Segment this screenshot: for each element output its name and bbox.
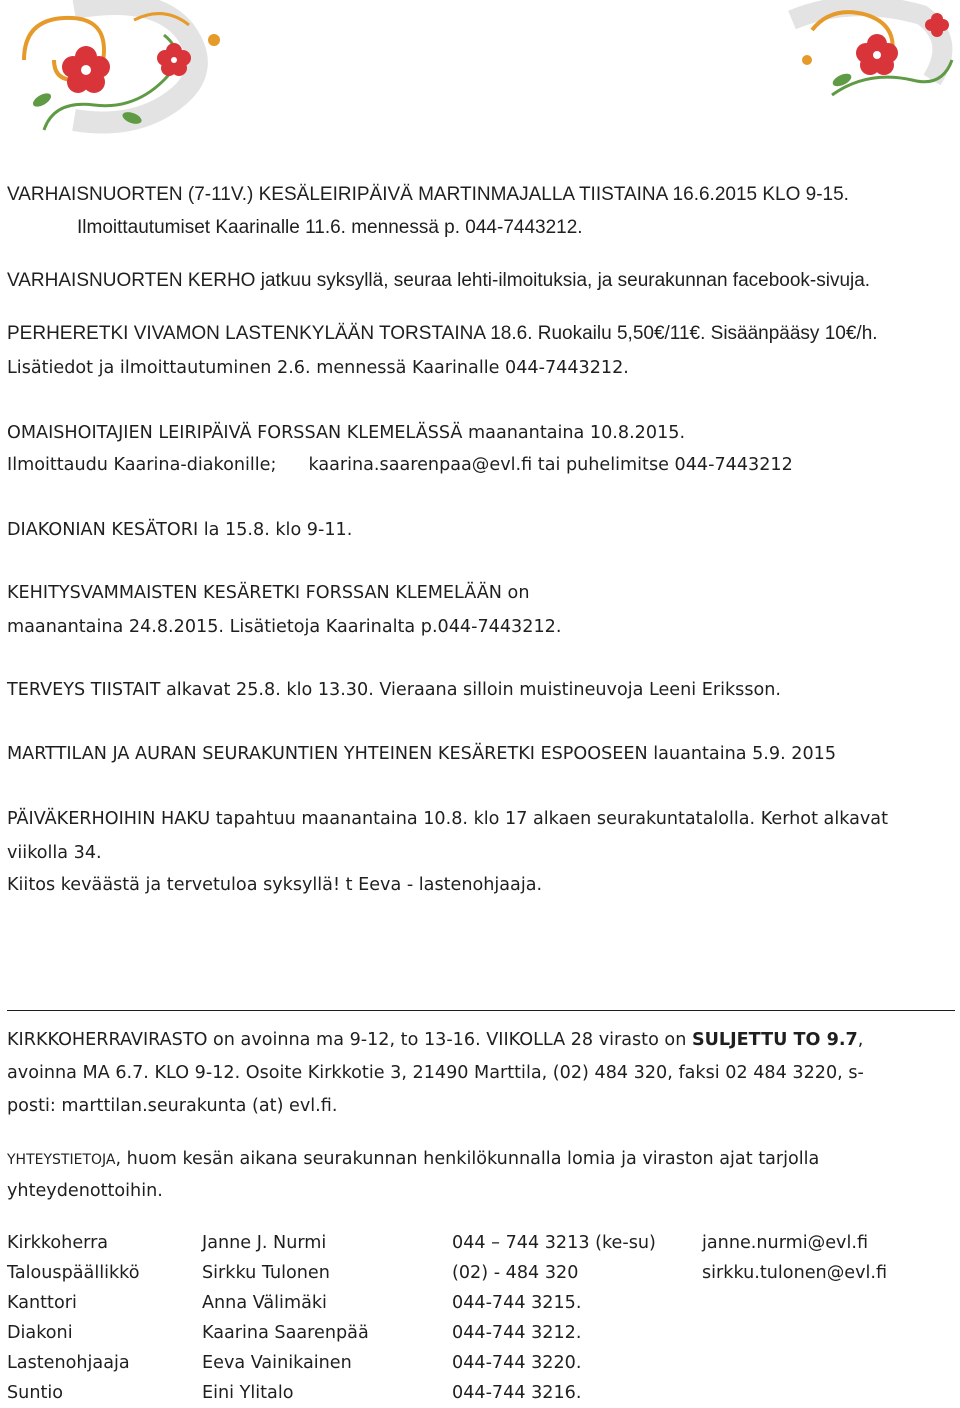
announcement-youth-club: VARHAISNUORTEN KERHO jatkuu syksyllä, seuraa lehti-ilmoituksia, ja seurakunnan facebook-sivuja. (7, 270, 871, 291)
office-hours-comma: , (857, 1030, 864, 1050)
table-row (7, 1288, 952, 1318)
contact-name: Anna Välimäki (202, 1293, 327, 1313)
announcement-caregivers-camp: OMAISHOITAJIEN LEIRIPÄIVÄ FORSSAN KLEMELÄSSÄ maanantaina 10.8.2015. (7, 423, 686, 443)
announcement-family-trip-info: Lisätiedot ja ilmoittautuminen 2.6. mennessä Kaarinalle 044-7443212. (7, 358, 629, 378)
contact-phone: (02) - 484 320 (452, 1263, 579, 1283)
contact-role: Diakoni (7, 1323, 73, 1343)
contact-phone: 044-744 3220. (452, 1353, 582, 1373)
table-row (7, 1228, 952, 1258)
announcement-day-club-start: viikolla 34. (7, 843, 102, 863)
contact-email (702, 1318, 952, 1348)
office-hours (7, 1029, 863, 1051)
table-row (7, 1318, 952, 1348)
announcement-thanks: Kiitos keväästä ja tervetuloa syksyllä! t Eeva - lastenohjaaja. (7, 875, 543, 895)
registration-text: Ilmoittaudu Kaarina-diakonille; (7, 455, 277, 475)
contact-role: Kirkkoherra (7, 1233, 109, 1253)
contacts-table (7, 1228, 952, 1408)
office-email: posti: marttilan.seurakunta (at) evl.fi. (7, 1096, 338, 1116)
announcement-day-camp-registration: Ilmoittautumiset Kaarinalle 11.6. mennessä p. 044-7443212. (77, 217, 583, 238)
floral-ornament-right-icon (772, 0, 960, 118)
table-row (7, 1258, 952, 1288)
contact-info-heading (7, 1148, 819, 1171)
contact-name: Eeva Vainikainen (202, 1353, 352, 1373)
announcement-family-trip: PERHERETKI VIVAMON LASTENKYLÄÄN TORSTAINA 18.6. Ruokailu 5,50€/11€. Sisäänpääsy 10€/h. (7, 323, 878, 344)
announcement-summer-market: DIAKONIAN KESÄTORI la 15.8. klo 9-11. (7, 520, 353, 540)
contact-name: Kaarina Saarenpää (202, 1323, 369, 1343)
office-hours-text: KIRKKOHERRAVIRASTO on avoinna ma 9-12, to 13-16. VIIKOLLA 28 virasto on (7, 1030, 692, 1050)
contact-email (702, 1348, 952, 1378)
contact-role: Kanttori (7, 1293, 77, 1313)
contact-name: Eini Ylitalo (202, 1383, 294, 1403)
contact-info-label: YHTEYSTIETOJA (7, 1152, 116, 1168)
contact-name: Sirkku Tulonen (202, 1263, 330, 1283)
contact-phone: 044 – 744 3213 (ke-su) (452, 1233, 656, 1253)
contact-role: Talouspäällikkö (7, 1263, 140, 1283)
contact-name: Janne J. Nurmi (202, 1233, 327, 1253)
announcement-day-club-signup: PÄIVÄKERHOIHIN HAKU tapahtuu maanantaina 10.8. klo 17 alkaen seurakuntatalolla. Kerhot alkavat (7, 809, 888, 829)
floral-ornament-left-icon (14, 0, 226, 150)
contact-email[interactable]: janne.nurmi@evl.fi (702, 1233, 869, 1253)
announcement-day-camp: VARHAISNUORTEN (7-11V.) KESÄLEIRIPÄIVÄ MARTINMAJALLA TIISTAINA 16.6.2015 KLO 9-15. (7, 184, 849, 205)
announcement-disabled-trip: KEHITYSVAMMAISTEN KESÄRETKI FORSSAN KLEMELÄÄN on (7, 583, 530, 603)
contact-role: Lastenohjaaja (7, 1353, 130, 1373)
announcement-disabled-trip-date: maanantaina 24.8.2015. Lisätietoja Kaarinalta p.044-7443212. (7, 617, 562, 637)
contact-info-note-end: yhteydenottoihin. (7, 1181, 163, 1201)
contact-email (702, 1288, 952, 1318)
contact-phone: 044-744 3212. (452, 1323, 582, 1343)
announcement-caregivers-registration (7, 454, 793, 476)
announcement-joint-trip: MARTTILAN JA AURAN SEURAKUNTIEN YHTEINEN KESÄRETKI ESPOOSEEN lauantaina 5.9. 2015 (7, 744, 837, 764)
contact-info-note: , huom kesän aikana seurakunnan henkilökunnalla lomia ja viraston ajat tarjolla (115, 1149, 820, 1169)
registration-contact: kaarina.saarenpaa@evl.fi tai puhelimitse 044-7443212 (308, 455, 793, 475)
office-address: avoinna MA 6.7. KLO 9-12. Osoite Kirkkotie 3, 21490 Marttila, (02) 484 320, faksi 02 484 3220, s- (7, 1063, 864, 1083)
contact-role: Suntio (7, 1383, 64, 1403)
contact-phone: 044-744 3215. (452, 1293, 582, 1313)
office-closed-notice: SULJETTU TO 9.7 (691, 1030, 858, 1050)
table-row (7, 1378, 952, 1408)
table-row (7, 1348, 952, 1378)
announcement-health-tuesdays: TERVEYS TIISTAIT alkavat 25.8. klo 13.30. Vieraana silloin muistineuvoja Leeni Eriksson. (7, 680, 782, 700)
contact-email (702, 1378, 952, 1408)
section-divider (7, 1010, 955, 1011)
contact-phone: 044-744 3216. (452, 1383, 582, 1403)
contact-email[interactable]: sirkku.tulonen@evl.fi (702, 1263, 888, 1283)
